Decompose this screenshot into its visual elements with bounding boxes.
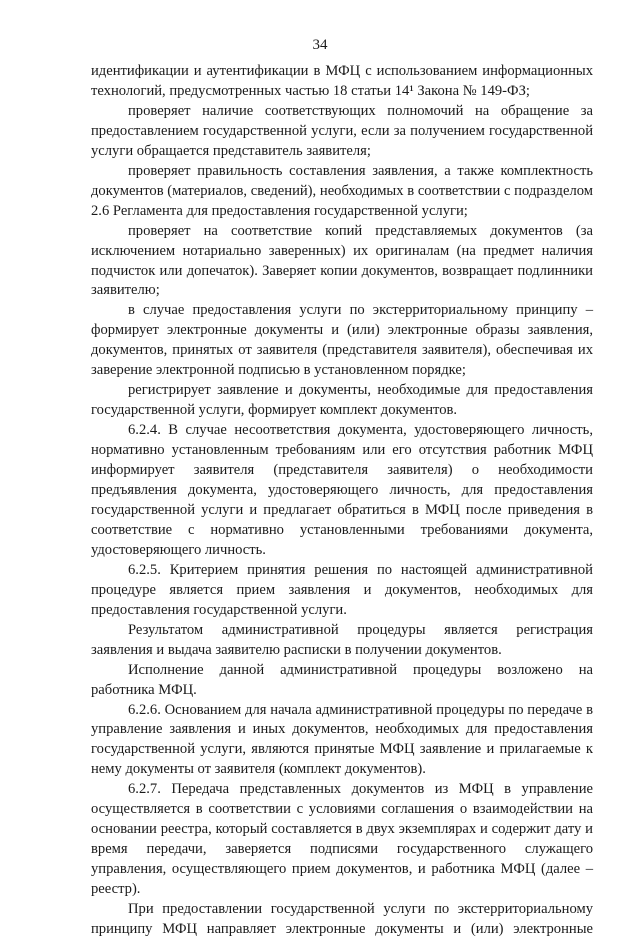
paragraph-6-2-6: 6.2.6. Основанием для начала административной процедуры по передаче в управление заявления и иных документов, необходимых для предоставления государственной услуги, являются принятые МФЦ заявление и прилагаемые к нему документы от заявителя (комплект документов). [91, 701, 593, 778]
paragraph-result: Результатом административной процедуры является регистрация заявления и выдача заявителю расписки в получении документов. [91, 621, 593, 658]
document-body [91, 62, 593, 940]
paragraph-extraterritorial: в случае предоставления услуги по экстерриториальному принципу – формирует электронные документы и (или) электронные образы заявления, документов, принятых от заявителя (представителя заявителя), обеспечивая их заверение электронной подписью в установленном порядке; [91, 302, 593, 379]
paragraph-identification: идентификации и аутентификации в МФЦ с использованием информационных технологий, предусмотренных частью 18 статьи 14¹ Закона № 149-ФЗ; [91, 63, 593, 99]
paragraph-check-copies: проверяет на соответствие копий представляемых документов (за исключением нотариально заверенных) их оригиналам (на предмет наличия подчисток или допечаток). Заверяет копии документов, возвращает подлинники заявителю; [91, 222, 593, 299]
paragraph-6-2-4: 6.2.4. В случае несоответствия документа, удостоверяющего личность, нормативно установленным требованиям или его отсутствия работник МФЦ информирует заявителя (представителя заявителя) о необходимости предъявления документа, удостоверяющего личность, для предоставления государственной услуги и предлагает обратиться в МФЦ после приведения в соответствие с нормативно установленными требованиями документа, удостоверяющего личность. [91, 422, 593, 558]
page-number: 34 [312, 37, 328, 53]
paragraph-execution: Исполнение данной административной процедуры возложено на работника МФЦ. [91, 661, 593, 698]
paragraph-6-2-7: 6.2.7. Передача представленных документов из МФЦ в управление осуществляется в соответствии с условиями соглашения о взаимодействии на основании реестра, который составляется в двух экземплярах и содержит дату и время передачи, заверяется подписями государственного служащего управления, осуществляющего прием документов, и работника МФЦ (далее – реестр). [91, 781, 593, 898]
paragraph-register: регистрирует заявление и документы, необходимые для предоставления государственной услуги, формирует комплект документов. [91, 382, 593, 419]
paragraph-check-completeness: проверяет правильность составления заявления, а также комплектность документов (материалов, сведений), необходимых в соответствии с подразделом 2.6 Регламента для предоставления государственной услуги; [91, 162, 593, 219]
paragraph-6-2-5: 6.2.5. Критерием принятия решения по настоящей административной процедуре является прием заявления и документов, необходимых для предоставления государственной услуги. [91, 561, 593, 618]
paragraph-extraterritorial-transfer: При предоставлении государственной услуги по экстерриториальному принципу МФЦ направляет электронные документы и (или) электронные [91, 901, 593, 937]
paragraph-check-authority: проверяет наличие соответствующих полномочий на обращение за предоставлением государственной услуги, если за получением государственной услуги обращается представитель заявителя; [91, 102, 593, 159]
